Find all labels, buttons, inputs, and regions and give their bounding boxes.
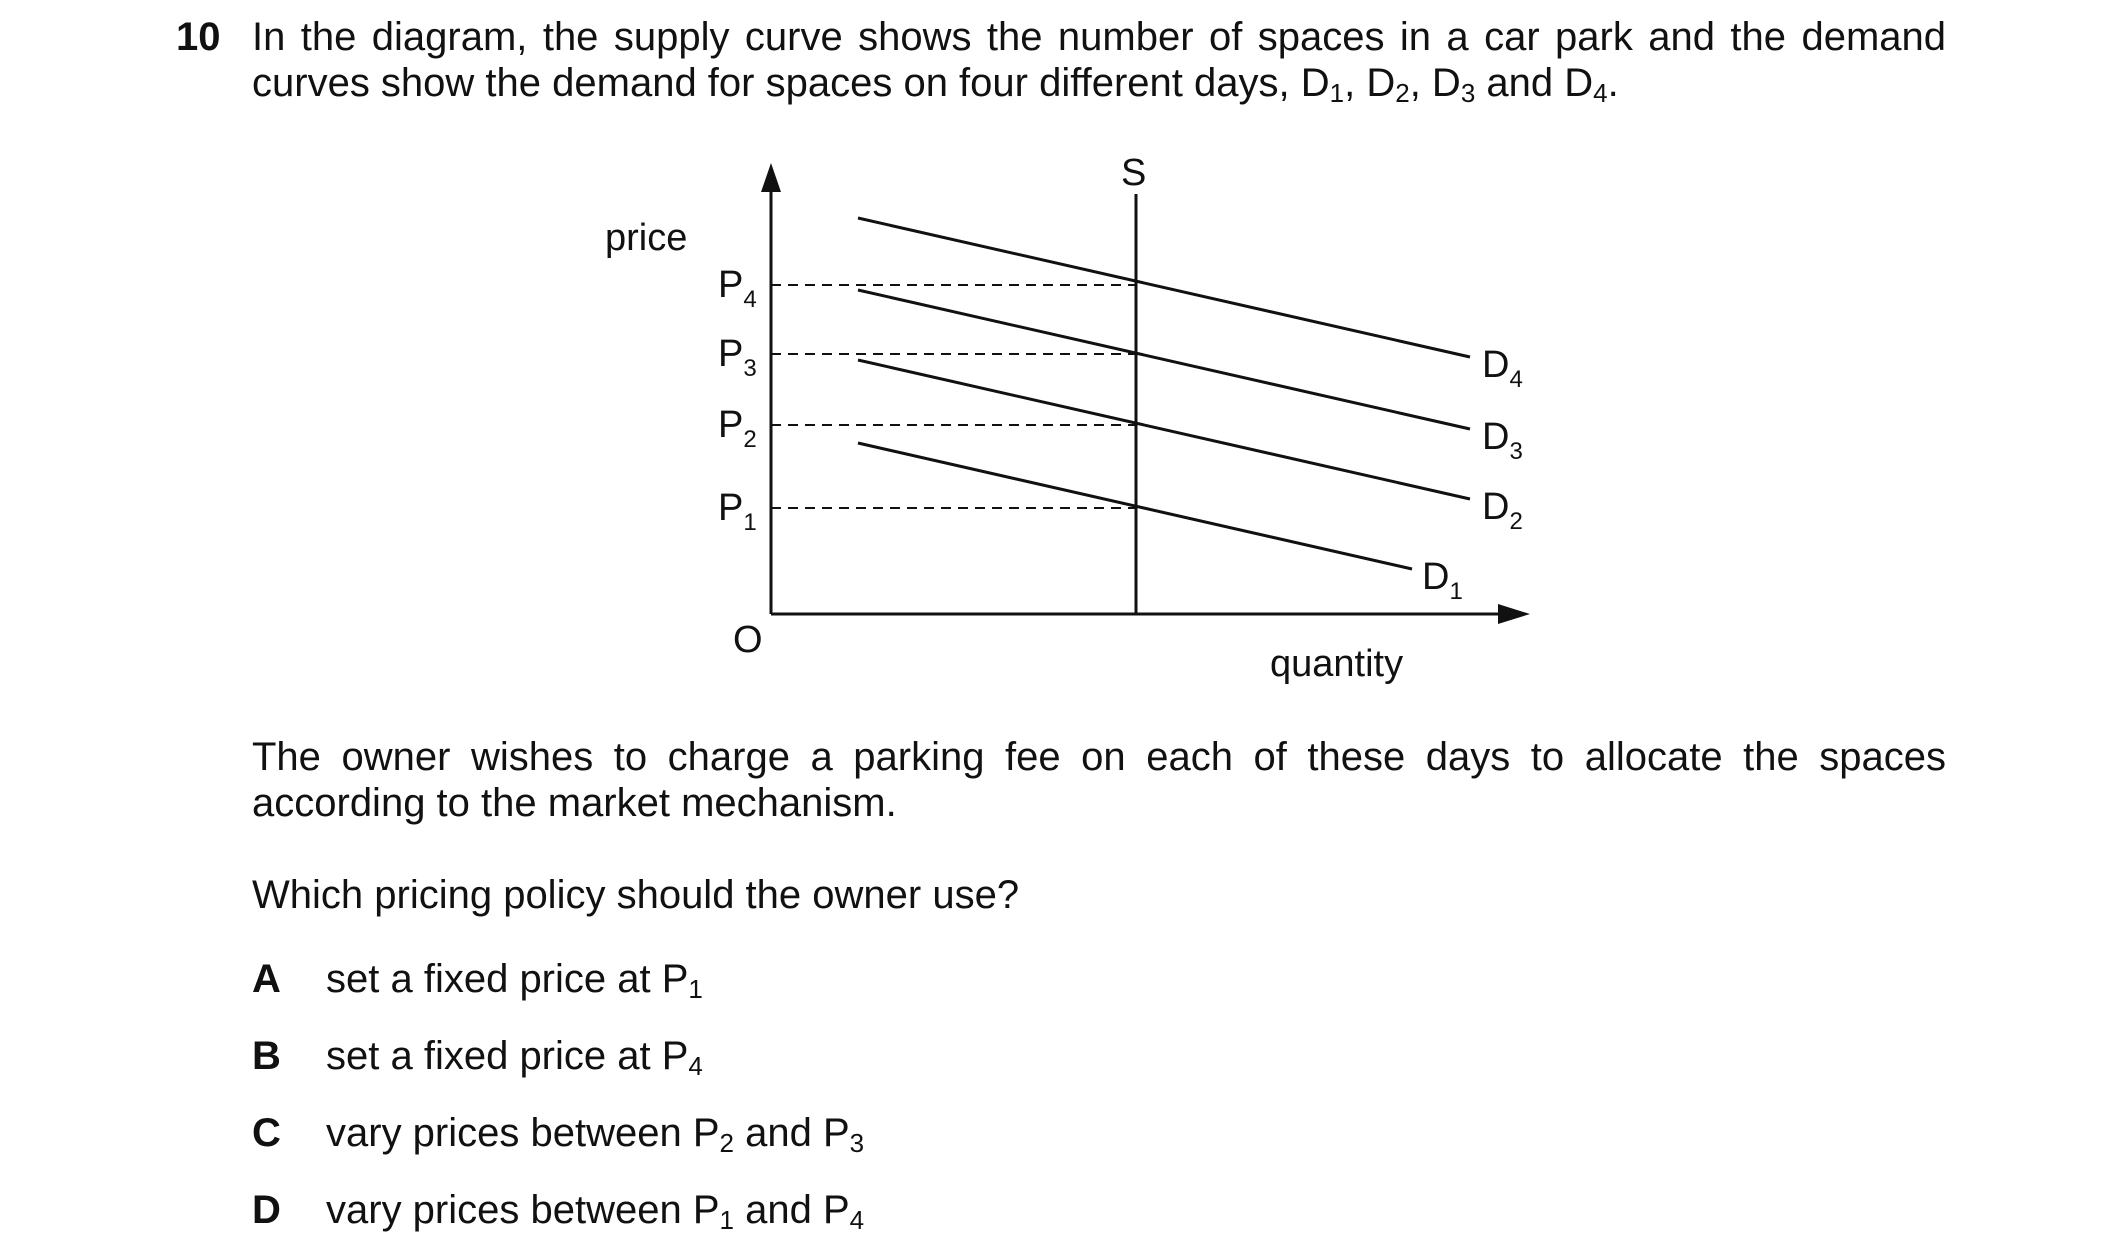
option-subscript: 3 bbox=[849, 1128, 865, 1158]
price-label-p2 bbox=[718, 404, 757, 453]
demand-subscript: 2 bbox=[1509, 508, 1523, 535]
option-text: set a fixed price at P bbox=[326, 1034, 689, 1078]
demand-label-d1 bbox=[1422, 556, 1463, 605]
option-a-text[interactable] bbox=[326, 956, 703, 1002]
demand-curve-d2 bbox=[858, 360, 1470, 499]
price-letter: P bbox=[718, 487, 744, 529]
stem-subscript: 1 bbox=[1329, 78, 1345, 108]
price-label-p4 bbox=[718, 264, 757, 313]
option-d-letter: D bbox=[252, 1188, 281, 1232]
option-d-text[interactable] bbox=[326, 1187, 864, 1233]
price-subscript: 2 bbox=[743, 426, 757, 453]
x-axis-arrowhead bbox=[1498, 604, 1530, 624]
price-label-p1 bbox=[718, 487, 757, 536]
stem-line-1: In the diagram, the supply curve shows the number of spaces in a car park and the demand bbox=[252, 15, 1946, 59]
x-axis-label: quantity bbox=[1270, 643, 1404, 685]
stem-text: curves show the demand for spaces on four different days, D bbox=[252, 61, 1330, 105]
demand-label-d2 bbox=[1482, 486, 1523, 535]
price-letter: P bbox=[718, 333, 744, 375]
price-subscript: 3 bbox=[743, 355, 757, 382]
option-b-letter: B bbox=[252, 1034, 281, 1078]
stem-subscript: 3 bbox=[1460, 78, 1476, 108]
demand-label-d4 bbox=[1482, 344, 1523, 393]
stem-text: . bbox=[1607, 61, 1619, 105]
option-text: vary prices between P bbox=[326, 1188, 720, 1232]
scenario-paragraph bbox=[252, 734, 1946, 826]
demand-letter: D bbox=[1482, 486, 1510, 528]
y-axis-label: price bbox=[605, 217, 688, 259]
demand-curve-d3 bbox=[858, 290, 1470, 429]
supply-label: S bbox=[1121, 152, 1147, 194]
demand-curve-d4 bbox=[858, 218, 1470, 357]
option-text: vary prices between P bbox=[326, 1111, 720, 1155]
option-text: and P bbox=[733, 1188, 850, 1232]
option-c-letter: C bbox=[252, 1111, 281, 1155]
paragraph-line-1: The owner wishes to charge a parking fee on each of these days to allocate the spaces bbox=[252, 735, 1946, 779]
stem-text: and D bbox=[1475, 61, 1594, 105]
option-b-text[interactable] bbox=[326, 1033, 703, 1079]
option-a-letter: A bbox=[252, 957, 281, 1001]
option-subscript: 1 bbox=[688, 974, 703, 1004]
origin-label: O bbox=[733, 619, 763, 661]
option-subscript: 4 bbox=[688, 1051, 703, 1081]
option-subscript: 2 bbox=[719, 1128, 734, 1158]
option-subscript: 1 bbox=[719, 1205, 734, 1235]
demand-letter: D bbox=[1422, 556, 1450, 598]
price-subscript: 1 bbox=[743, 509, 757, 536]
demand-letter: D bbox=[1482, 416, 1510, 458]
paragraph-line-2: according to the market mechanism. bbox=[252, 781, 897, 825]
price-subscript: 4 bbox=[743, 286, 757, 313]
stem-text: , D bbox=[1344, 61, 1396, 105]
demand-letter: D bbox=[1482, 344, 1510, 386]
stem-subscript: 4 bbox=[1593, 78, 1608, 108]
stem-subscript: 2 bbox=[1395, 78, 1410, 108]
stem-text: , D bbox=[1409, 61, 1461, 105]
question-prompt: Which pricing policy should the owner use? bbox=[252, 873, 1020, 917]
option-text: and P bbox=[733, 1111, 850, 1155]
question-number: 10 bbox=[176, 15, 221, 59]
demand-subscript: 1 bbox=[1449, 578, 1463, 605]
demand-subscript: 4 bbox=[1509, 366, 1523, 393]
price-letter: P bbox=[718, 404, 744, 446]
price-label-p3 bbox=[718, 333, 757, 382]
y-axis-arrowhead bbox=[761, 163, 781, 192]
demand-label-d3 bbox=[1482, 416, 1523, 465]
option-subscript: 4 bbox=[849, 1205, 865, 1235]
option-text: set a fixed price at P bbox=[326, 957, 689, 1001]
option-c-text[interactable] bbox=[326, 1110, 864, 1156]
demand-subscript: 3 bbox=[1509, 438, 1523, 465]
price-letter: P bbox=[718, 264, 744, 306]
